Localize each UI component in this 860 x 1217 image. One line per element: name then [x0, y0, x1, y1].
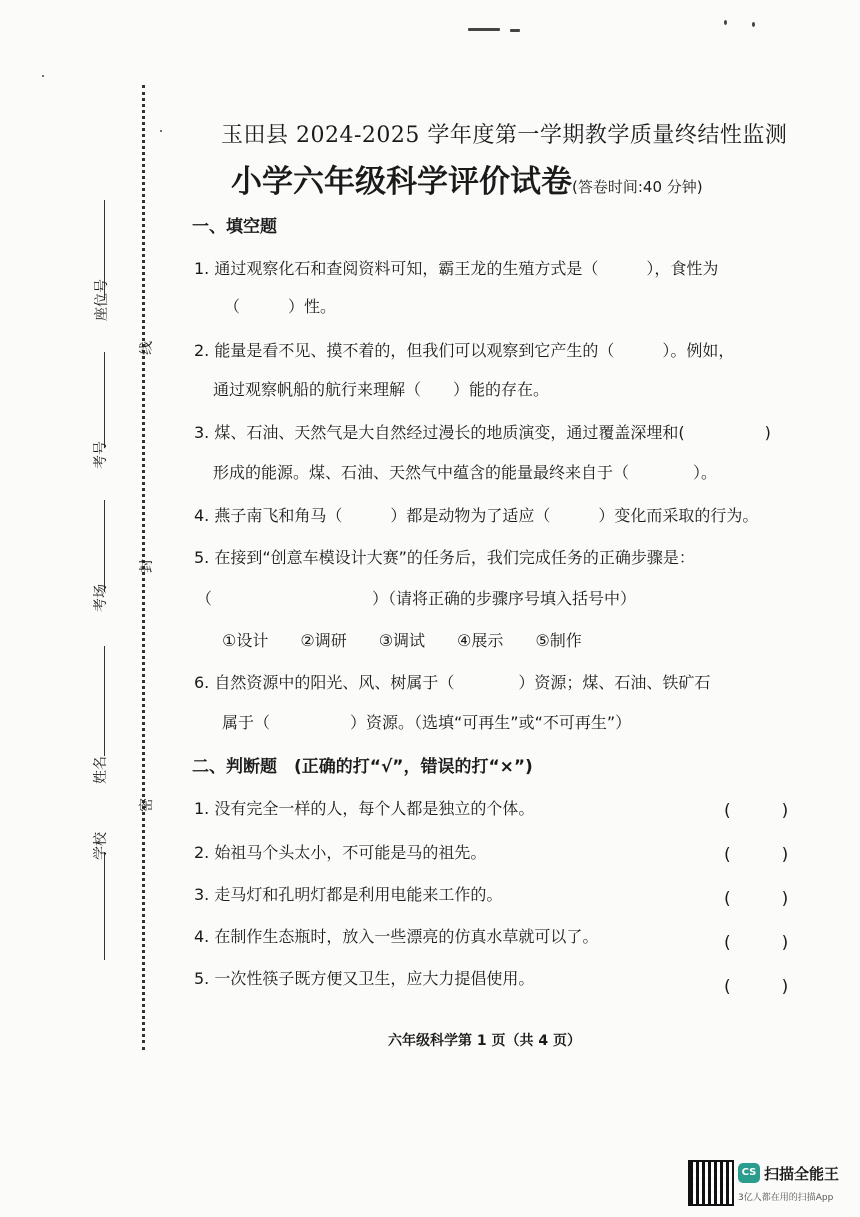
- seal-char-seal: 封: [139, 559, 155, 573]
- scan-mark: [752, 22, 755, 27]
- fill-question-line: 5. 在接到“创意车模设计大赛”的任务后，我们完成任务的正确步骤是：: [194, 548, 695, 567]
- fill-question-line: （ ）（请将正确的步骤序号填入括号中）: [196, 589, 637, 608]
- exam-no-line: [104, 352, 105, 448]
- scan-mark: [160, 130, 162, 132]
- fill-question-line: 属于（ ）资源。（选填“可再生”或“不可再生”）: [222, 713, 632, 732]
- answer-blank[interactable]: ( ): [724, 933, 789, 953]
- fill-question-line: 3. 煤、石油、天然气是大自然经过漫长的地质演变，通过覆盖深埋和( ): [194, 423, 771, 442]
- qr-code-icon: [688, 1160, 734, 1206]
- judge-item: 3. 走马灯和孔明灯都是利用电能来工作的。: [194, 885, 503, 904]
- fill-question-line: 6. 自然资源中的阳光、风、树属于（ ）资源；煤、石油、铁矿石: [194, 673, 711, 692]
- section-judge-heading: 二、判断题 (正确的打“√”，错误的打“×”): [192, 757, 533, 777]
- judge-item: 2. 始祖马个头太小，不可能是马的祖先。: [194, 843, 487, 862]
- room-line: [104, 500, 105, 592]
- scan-mark: [42, 75, 44, 77]
- time-note: (答卷时间:40 分钟): [572, 178, 703, 196]
- scan-mark: [510, 29, 520, 32]
- name-line: [104, 646, 105, 756]
- room-label: 考场: [93, 584, 109, 612]
- answer-blank[interactable]: ( ): [724, 889, 789, 909]
- page-footer: 六年级科学第 1 页（共 4 页）: [388, 1033, 581, 1049]
- section-fill-blank-heading: 一、填空题: [192, 217, 277, 237]
- school-line: [104, 852, 105, 960]
- step-options: ①设计 ②调研 ③调试 ④展示 ⑤制作: [222, 631, 582, 650]
- school-label: 学校: [93, 832, 109, 860]
- judge-item: 1. 没有完全一样的人，每个人都是独立的个体。: [194, 799, 535, 818]
- exam-title-line2: [231, 156, 703, 201]
- exam-title-line1: 玉田县 2024-2025 学年度第一学期教学质量终结性监测: [221, 123, 788, 148]
- answer-blank[interactable]: ( ): [724, 801, 789, 821]
- judge-item: 4. 在制作生态瓶时，放入一些漂亮的仿真水草就可以了。: [194, 927, 599, 946]
- camscanner-tagline: 3亿人都在用的扫描App: [738, 1193, 834, 1203]
- name-label: 姓名: [93, 756, 109, 784]
- camscanner-name: 扫描全能王: [764, 1165, 840, 1183]
- exam-title-main: 小学六年级科学评价试卷: [231, 164, 572, 200]
- scan-mark: [724, 20, 727, 25]
- exam-no-label: 考号: [93, 441, 109, 469]
- scan-mark: [468, 28, 500, 31]
- judge-item: 5. 一次性筷子既方便又卫生，应大力提倡使用。: [194, 969, 535, 988]
- answer-blank[interactable]: ( ): [724, 845, 789, 865]
- fill-question-line: 4. 燕子南飞和角马（ ）都是动物为了适应（ ）变化而采取的行为。: [194, 506, 759, 525]
- camscanner-logo-icon: CS: [738, 1163, 760, 1183]
- fill-question-line: 1. 通过观察化石和查阅资料可知，霸王龙的生殖方式是（ ），食性为: [194, 259, 719, 278]
- fill-question-line: 通过观察帆船的航行来理解（ ）能的存在。: [213, 380, 550, 399]
- seat-label: 座位号: [94, 279, 110, 321]
- answer-blank[interactable]: ( ): [724, 977, 789, 997]
- fill-question-line: 形成的能源。煤、石油、天然气中蕴含的能量最终来自于（ ）。: [213, 463, 718, 482]
- fill-question-line: （ ）性。: [224, 297, 337, 316]
- seal-char-secret: 密: [139, 798, 155, 812]
- fill-question-line: 2. 能量是看不见、摸不着的，但我们可以观察到它产生的（ ）。例如，: [194, 341, 735, 360]
- seal-char-line: 线: [139, 341, 155, 355]
